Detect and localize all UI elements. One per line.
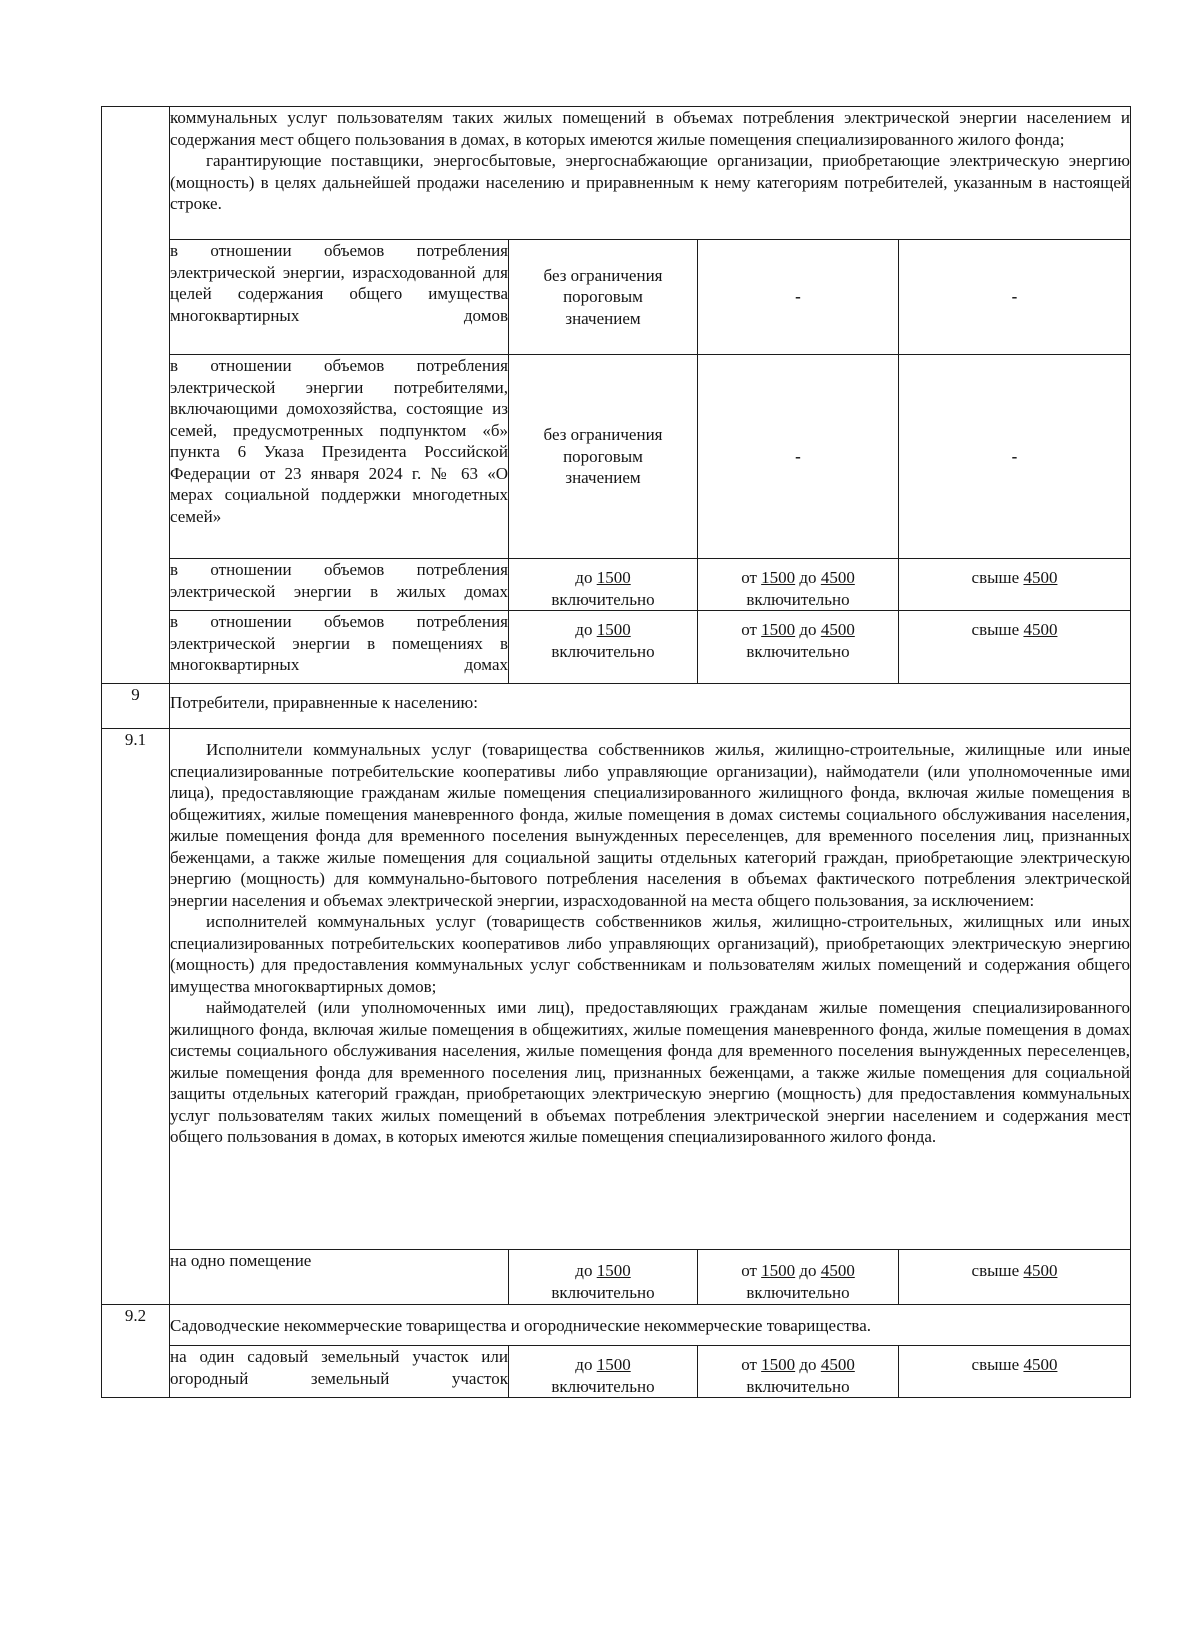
row-number-cell xyxy=(102,107,170,684)
table-row xyxy=(102,684,1131,729)
category-title: Садоводческие некоммерческие товарищества и огороднические некоммерческие товарищества. xyxy=(170,1305,1131,1346)
threshold-value: 1500 xyxy=(596,1261,631,1280)
threshold-value: 1500 xyxy=(761,1261,796,1280)
threshold-value: 1500 xyxy=(761,1355,796,1374)
table-row xyxy=(102,559,1131,611)
threshold-value: 1500 xyxy=(761,568,796,587)
table-row xyxy=(102,611,1131,684)
threshold-lower xyxy=(509,355,698,559)
threshold-upper: свыше 4500 xyxy=(899,611,1131,684)
threshold-value: 4500 xyxy=(820,620,855,639)
paragraph: наймодателей (или уполномоченных ими лиц), предоставляющих гражданам жилые помещения специализированного жилищного фонда, включая жилые помещения в общежитиях, жилые помещения маневренного фонда, жилые помещения в домах системы социального обслуживания населения, жилые помещения фонда для временного поселения вынужденных переселенцев, жилые помещения фонда для временного поселения лиц, признанных беженцами, а также жилые помещения для социальной защиты отдельных категорий граждан, приобретающих электрическую энергию (мощность) для предоставления коммунальных услуг пользователям таких жилых помещений в объемах потребления электрической энергии населением и содержания мест общего пользования в домах, в которых имеются жилые помещения специализированного жилого фонда. xyxy=(170,998,1130,1146)
threshold-lower: до 1500 включительно xyxy=(509,559,698,611)
table-row xyxy=(102,1305,1131,1346)
paragraph: исполнителей коммунальных услуг (товариществ собственников жилья, жилищно-строительных, жилищных или иных специализированных потребительских кооперативов либо управляющих организаций), приобретающих электрическую энергию (мощность) для предоставления коммунальных услуг собственникам и пользователям жилых помещений и содержания общего имущества многоквартирных домов; xyxy=(170,912,1130,996)
threshold-value: 4500 xyxy=(1023,1261,1058,1280)
threshold-upper: свыше 4500 xyxy=(899,1346,1131,1398)
threshold-lower: до 1500 включительно xyxy=(509,611,698,684)
condition-label: в отношении объемов потребления электрической энергии в жилых домах xyxy=(170,559,509,611)
table-row xyxy=(102,355,1131,559)
category-title: Потребители, приравненные к населению: xyxy=(170,684,1131,729)
table-row xyxy=(102,729,1131,1250)
condition-label: в отношении объемов потребления электрической энергии потребителями, включающими домохозяйства, состоящие из семей, предусмотренных подпунктом «б» пункта 6 Указа Президента Российской Федерации от 23 января 2024 г. № 63 «О мерах социальной поддержки многодетных семей» xyxy=(170,355,509,559)
threshold-middle: от 1500 до 4500 включительно xyxy=(698,559,899,611)
row-number: 9.1 xyxy=(102,729,170,1305)
threshold-value: 4500 xyxy=(1023,620,1058,639)
threshold-value: 1500 xyxy=(596,1355,631,1374)
paragraph: Исполнители коммунальных услуг (товарищества собственников жилья, жилищно-строительные, жилищные или иные специализированные потребительские кооперативы либо управляющие организации), наймодатели (или уполномоченные ими лица), предоставляющие гражданам жилые помещения специализированного жилищного фонда, включая жилые помещения в общежитиях, жилые помещения маневренного фонда, жилые помещения в домах системы социального обслуживания населения, жилые помещения фонда для временного поселения вынужденных переселенцев, для временного поселения лиц, признанных беженцами, а также жилые помещения для социальной защиты отдельных категорий граждан, приобретающие электрическую энергию (мощность) для коммунально-бытового потребления населения в объемах фактического потребления электрической энергии населения и объемах электрической энергии, израсходованной на места общего пользования, за исключением: xyxy=(170,740,1130,910)
condition-label: на один садовый земельный участок или огородный земельный участок xyxy=(170,1346,509,1398)
condition-label: на одно помещение xyxy=(170,1250,509,1305)
threshold-value: 4500 xyxy=(820,568,855,587)
threshold-upper: свыше 4500 xyxy=(899,1250,1131,1305)
threshold-upper: - xyxy=(899,240,1131,355)
tariff-table xyxy=(101,106,1131,1398)
threshold-middle: от 1500 до 4500 включительно xyxy=(698,1346,899,1398)
table-row xyxy=(102,1346,1131,1398)
threshold-lower: до 1500 включительно xyxy=(509,1346,698,1398)
threshold-value: 4500 xyxy=(820,1355,855,1374)
threshold-value: 4500 xyxy=(820,1261,855,1280)
category-description xyxy=(170,729,1131,1250)
threshold-value: 1500 xyxy=(761,620,796,639)
table-row xyxy=(102,107,1131,240)
table-row xyxy=(102,1250,1131,1305)
threshold-upper: свыше 4500 xyxy=(899,559,1131,611)
threshold-middle: - xyxy=(698,355,899,559)
threshold-middle: от 1500 до 4500 включительно xyxy=(698,1250,899,1305)
threshold-value: 1500 xyxy=(596,620,631,639)
row-number: 9 xyxy=(102,684,170,729)
threshold-lower: до 1500 включительно xyxy=(509,1250,698,1305)
threshold-middle: от 1500 до 4500 включительно xyxy=(698,611,899,684)
threshold-lower xyxy=(509,240,698,355)
threshold-value: 4500 xyxy=(1023,568,1058,587)
threshold-middle: - xyxy=(698,240,899,355)
table-row xyxy=(102,240,1131,355)
paragraph: коммунальных услуг пользователям таких жилых помещений в объемах потребления электрической энергии населением и содержания мест общего пользования в домах, в которых имеются жилые помещения специализированного жилого фонда; xyxy=(170,108,1130,149)
threshold-value: 1500 xyxy=(596,568,631,587)
threshold-upper: - xyxy=(899,355,1131,559)
paragraph: гарантирующие поставщики, энергосбытовые, энергоснабжающие организации, приобретающие электрическую энергию (мощность) в целях дальнейшей продажи населению и приравненным к нему категориям потребителей, указанным в настоящей строке. xyxy=(170,151,1130,213)
continuation-text-cell xyxy=(170,107,1131,240)
threshold-text: без ограничения пороговым значением xyxy=(543,265,663,328)
condition-label: в отношении объемов потребления электрической энергии в помещениях в многоквартирных домах xyxy=(170,611,509,684)
threshold-value: 4500 xyxy=(1023,1355,1058,1374)
condition-label: в отношении объемов потребления электрической энергии, израсходованной для целей содержания общего имущества многоквартирных домов xyxy=(170,240,509,355)
threshold-text: без ограничения пороговым значением xyxy=(543,425,663,488)
row-number: 9.2 xyxy=(102,1305,170,1398)
